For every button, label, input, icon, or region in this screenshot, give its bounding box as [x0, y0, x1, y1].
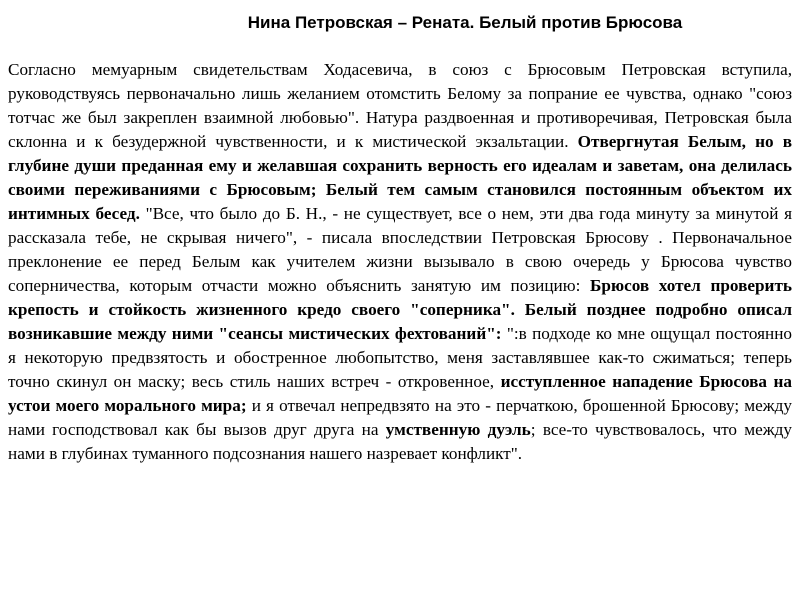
text-segment: и я отвечал непредвзято на это - перчаткою, брошенной Брюсову; между нами господствовал как бы вызов друг друга на [8, 396, 792, 439]
text-segment: ":в подходе ко мне ощущал постоянно я некоторую предвзятость и обостренное любопытство, меня заставлявшее как-то сжиматься; теперь точно скинул он маску; весь стиль наших встреч - откровенное, [8, 324, 792, 391]
text-segment: ; все-то чувствовалось, что между нами в глубинах туманного подсознания нашего назревает конфликт". [8, 420, 792, 463]
bold-text-segment: умственную дуэль [385, 420, 531, 439]
text-segment: "Все, что было до Б. Н., - не существует, все о нем, эти два года минуту за минутой я рассказала тебе, не скрывая ничего", - писала впоследствии Петровская Брюсову . Первоначальное преклонение ее перед Белым как учителем жизни вызывало в свою очередь у Брюсова чувство соперничества, которым отчасти можно объяснить занятую им позицию: [8, 204, 792, 295]
bold-text-segment: Отвергнутая Белым, но в глубине души преданная ему и желавшая сохранить верность его идеалам и заветам, она делилась своими переживаниями с Брюсовым; Белый тем самым становился постоянным объектом их интимных бесед. [8, 132, 792, 223]
bold-text-segment: Брюсов хотел проверить крепость и стойкость жизненного кредо своего "соперника". Белый позднее подробно описал возникавшие между ними "сеансы мистических фехтований": [8, 276, 792, 343]
body-paragraph [8, 58, 792, 466]
bold-text-segment: исступленное нападение Брюсова на устои моего морального мира; [8, 372, 792, 415]
slide-title: Нина Петровская – Рената. Белый против Брюсова [247, 13, 683, 32]
text-segment: Согласно мемуарным свидетельствам Ходасевича, в союз с Брюсовым Петровская вступила, руководствуясь первоначально лишь желанием отомстить Белому за попрание ее чувства, однако "союз тотчас же был закреплен взаимной любовью". Натура раздвоенная и противоречивая, Петровская была склонна и к безудержной чувственности, и к мистической экзальтации. [8, 60, 792, 151]
